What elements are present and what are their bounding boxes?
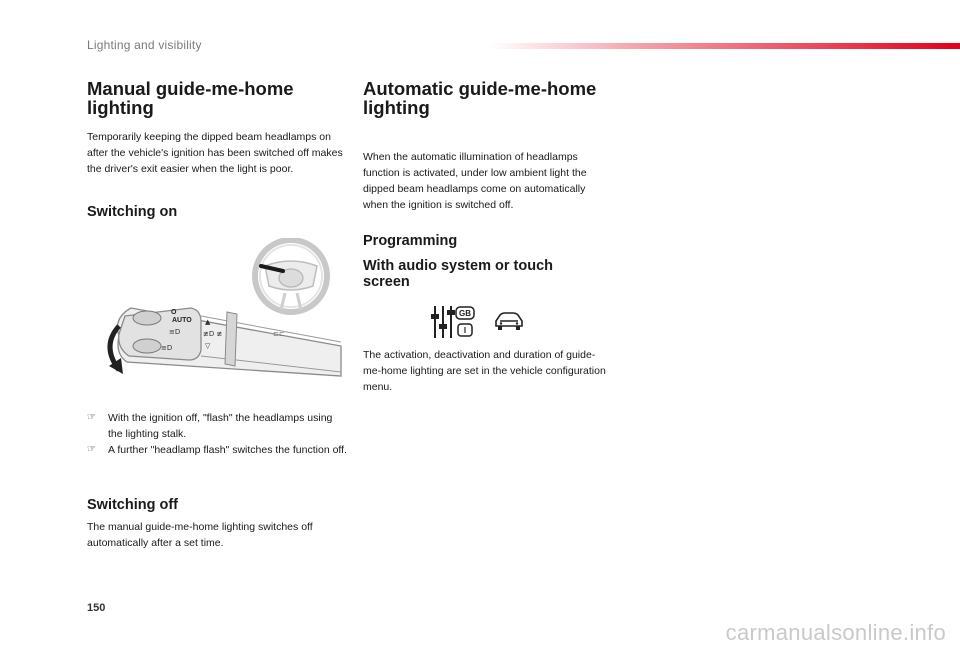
svg-text:▽: ▽ [205, 342, 211, 350]
switching-on-heading: Switching on [87, 204, 178, 220]
header-accent-bar [490, 43, 960, 49]
step-item: ☞ A further "headlamp flash" switches the function off. [87, 444, 347, 456]
section-header: Lighting and visibility [87, 38, 202, 52]
stalk-body [118, 308, 342, 376]
settings-sliders-icon [430, 304, 476, 340]
steering-wheel-icon [255, 240, 327, 312]
manual-guide-title: Manual guide-me-home lighting [87, 78, 294, 118]
automatic-guide-title: Automatic guide-me-home lighting [363, 78, 597, 118]
car-icon [493, 310, 525, 334]
checkbox-arrow-icon: ☞ [87, 412, 96, 423]
automatic-intro-text: When the automatic illumination of headlamps function is activated, under low ambient light the dipped beam headlamps come on automatically when the ignition is switched off. [363, 151, 587, 211]
svg-text:I: I [463, 326, 467, 335]
auto-label: AUTO [172, 317, 192, 324]
switching-on-steps [87, 410, 349, 458]
programming-text: The activation, deactivation and duration of guide-me-home lighting are set in the vehicle configuration menu. [363, 349, 606, 393]
programming-subheading: With audio system or touch screen [363, 258, 553, 290]
svg-text:GB: GB [459, 309, 471, 318]
checkbox-arrow-icon: ☞ [87, 444, 96, 455]
off-label: O [171, 309, 177, 316]
svg-text:≢D ≢: ≢D ≢ [203, 330, 223, 338]
switching-off-heading: Switching off [87, 497, 179, 513]
svg-text:≡D: ≡D [169, 328, 181, 336]
svg-text:⊏⊏: ⊏⊏ [273, 330, 285, 338]
page-number: 150 [87, 602, 106, 614]
switching-off-text: The manual guide-me-home lighting switches off automatically after a set time. [87, 521, 313, 549]
svg-text:≡D: ≡D [161, 344, 173, 352]
svg-text:▲: ▲ [205, 318, 211, 326]
step-item: ☞ With the ignition off, "flash" the headlamps using the lighting stalk. [87, 412, 333, 440]
manual-intro-text: Temporarily keeping the dipped beam headlamps on after the vehicle's ignition has been switched off makes the driver's exit easier when the light is poor. [87, 131, 343, 175]
programming-heading: Programming [363, 233, 458, 249]
watermark: carmanualsonline.info [725, 620, 946, 645]
lighting-stalk-illustration [105, 238, 345, 380]
